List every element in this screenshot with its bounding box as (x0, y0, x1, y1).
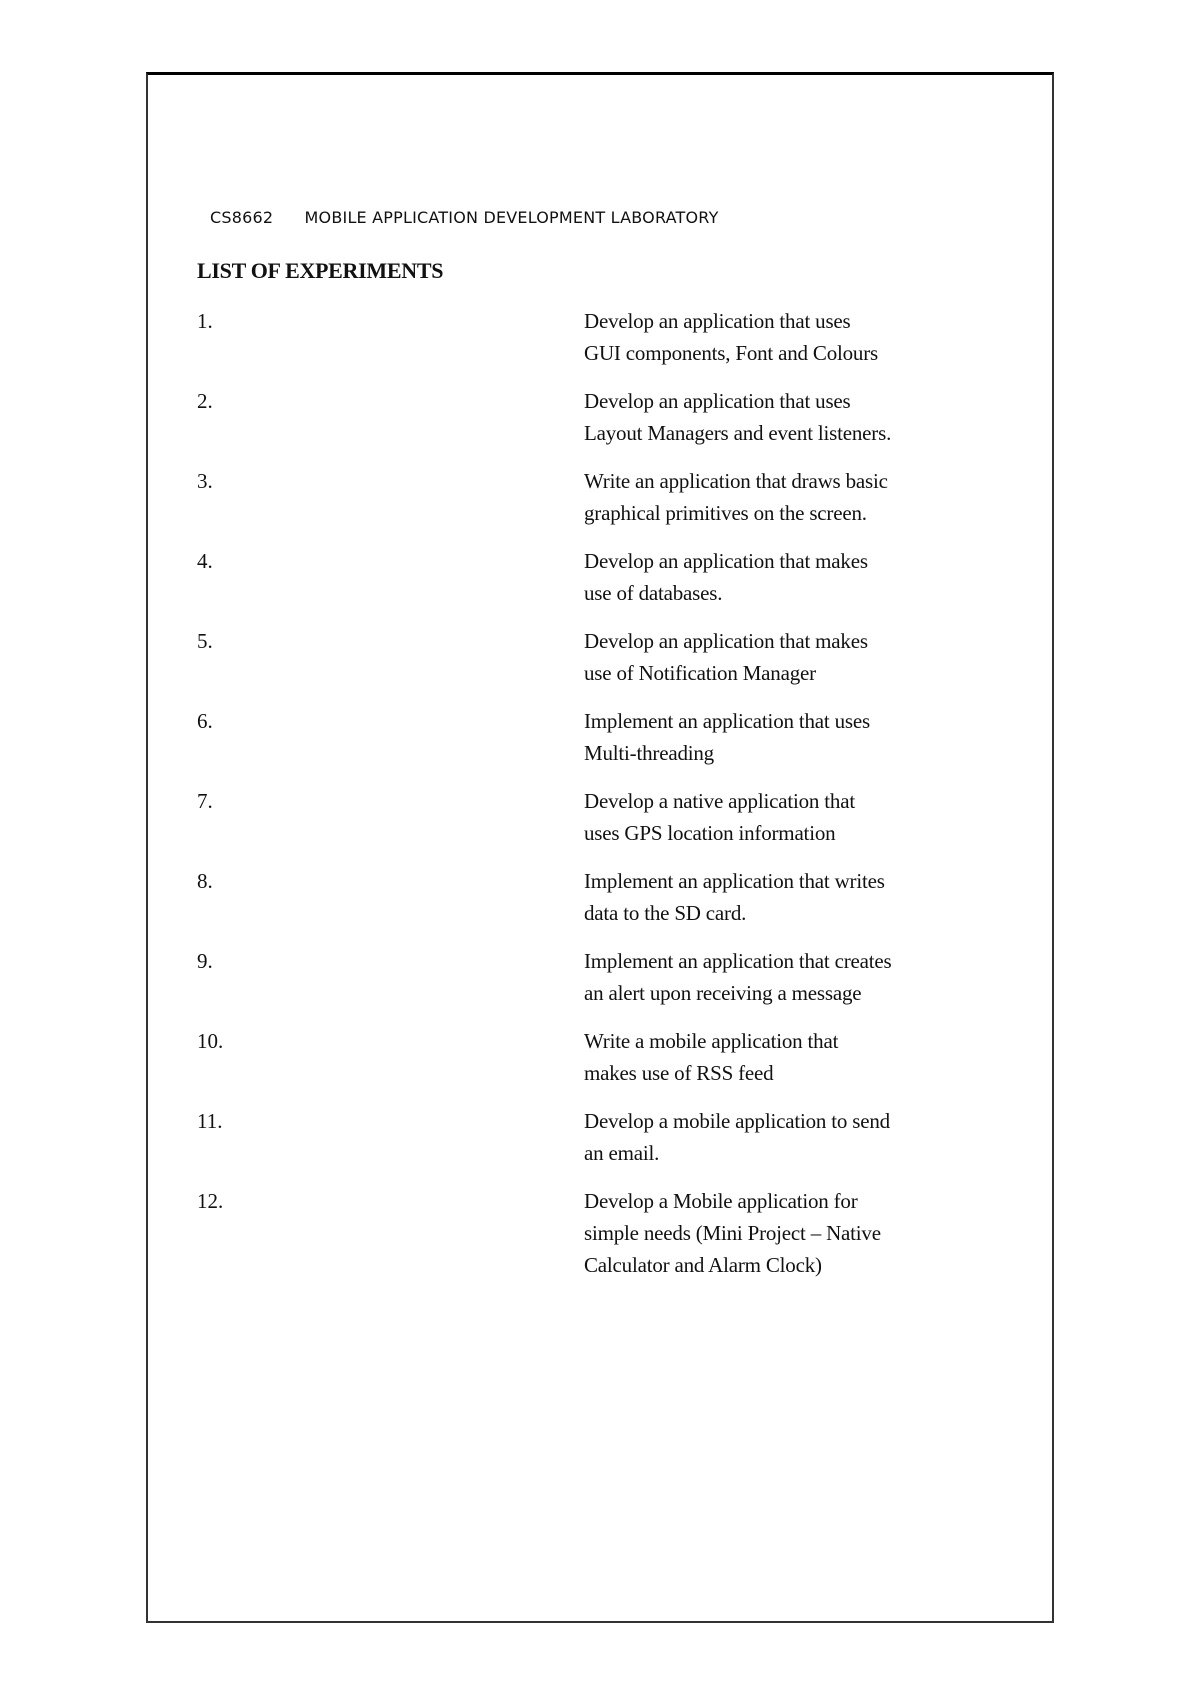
item-number: 8. (197, 869, 213, 893)
list-item (197, 1105, 977, 1185)
item-number: 5. (197, 629, 213, 653)
item-number: 11. (197, 1109, 223, 1133)
desc-line: Multi-threading (584, 741, 714, 765)
list-item (197, 865, 977, 945)
item-description (584, 465, 964, 545)
desc-line: Develop an application that makes (584, 629, 868, 653)
desc-line: an alert upon receiving a message (584, 981, 862, 1005)
course-code: CS8662 (210, 208, 274, 227)
list-item (197, 1185, 977, 1295)
item-number: 9. (197, 949, 213, 973)
item-number: 4. (197, 549, 213, 573)
list-item (197, 305, 977, 385)
desc-line: uses GPS location information (584, 821, 836, 845)
item-description (584, 705, 964, 785)
desc-line: use of databases. (584, 581, 723, 605)
desc-line: use of Notification Manager (584, 661, 816, 685)
desc-line: Develop a Mobile application for (584, 1189, 858, 1213)
desc-line: Implement an application that uses (584, 709, 870, 733)
desc-line: Implement an application that writes (584, 869, 885, 893)
item-description (584, 865, 964, 945)
item-number: 12. (197, 1189, 224, 1213)
desc-line: makes use of RSS feed (584, 1061, 774, 1085)
item-number: 6. (197, 709, 213, 733)
list-item (197, 705, 977, 785)
item-description (584, 785, 964, 865)
desc-line: data to the SD card. (584, 901, 747, 925)
list-item (197, 465, 977, 545)
course-title: MOBILE APPLICATION DEVELOPMENT LABORATORY (304, 208, 719, 227)
item-description (584, 385, 964, 465)
item-description (584, 305, 964, 385)
list-item (197, 385, 977, 465)
desc-line: Develop an application that makes (584, 549, 868, 573)
desc-line: Develop a native application that (584, 789, 855, 813)
course-header (210, 208, 719, 227)
desc-line: simple needs (Mini Project – Native (584, 1221, 881, 1245)
desc-line: Write a mobile application that (584, 1029, 839, 1053)
desc-line: GUI components, Font and Colours (584, 341, 878, 365)
item-description (584, 1105, 964, 1185)
item-number: 10. (197, 1029, 224, 1053)
desc-line: Develop a mobile application to send (584, 1109, 890, 1133)
item-number: 3. (197, 469, 213, 493)
desc-line: Write an application that draws basic (584, 469, 888, 493)
item-description (584, 1025, 964, 1105)
desc-line: Develop an application that uses (584, 389, 851, 413)
desc-line: Layout Managers and event listeners. (584, 421, 892, 445)
list-item (197, 945, 977, 1025)
desc-line: an email. (584, 1141, 660, 1165)
experiment-list (197, 305, 977, 1295)
list-item (197, 545, 977, 625)
desc-line: Develop an application that uses (584, 309, 851, 333)
item-number: 2. (197, 389, 213, 413)
item-description (584, 945, 964, 1025)
item-description (584, 625, 964, 705)
item-description (584, 545, 964, 625)
list-item (197, 785, 977, 865)
page-title: LIST OF EXPERIMENTS (197, 258, 444, 283)
list-item (197, 625, 977, 705)
list-item (197, 1025, 977, 1105)
desc-line: Calculator and Alarm Clock) (584, 1253, 822, 1277)
item-number: 1. (197, 309, 213, 333)
item-number: 7. (197, 789, 213, 813)
desc-line: graphical primitives on the screen. (584, 501, 867, 525)
item-description (584, 1185, 964, 1295)
desc-line: Implement an application that creates (584, 949, 892, 973)
